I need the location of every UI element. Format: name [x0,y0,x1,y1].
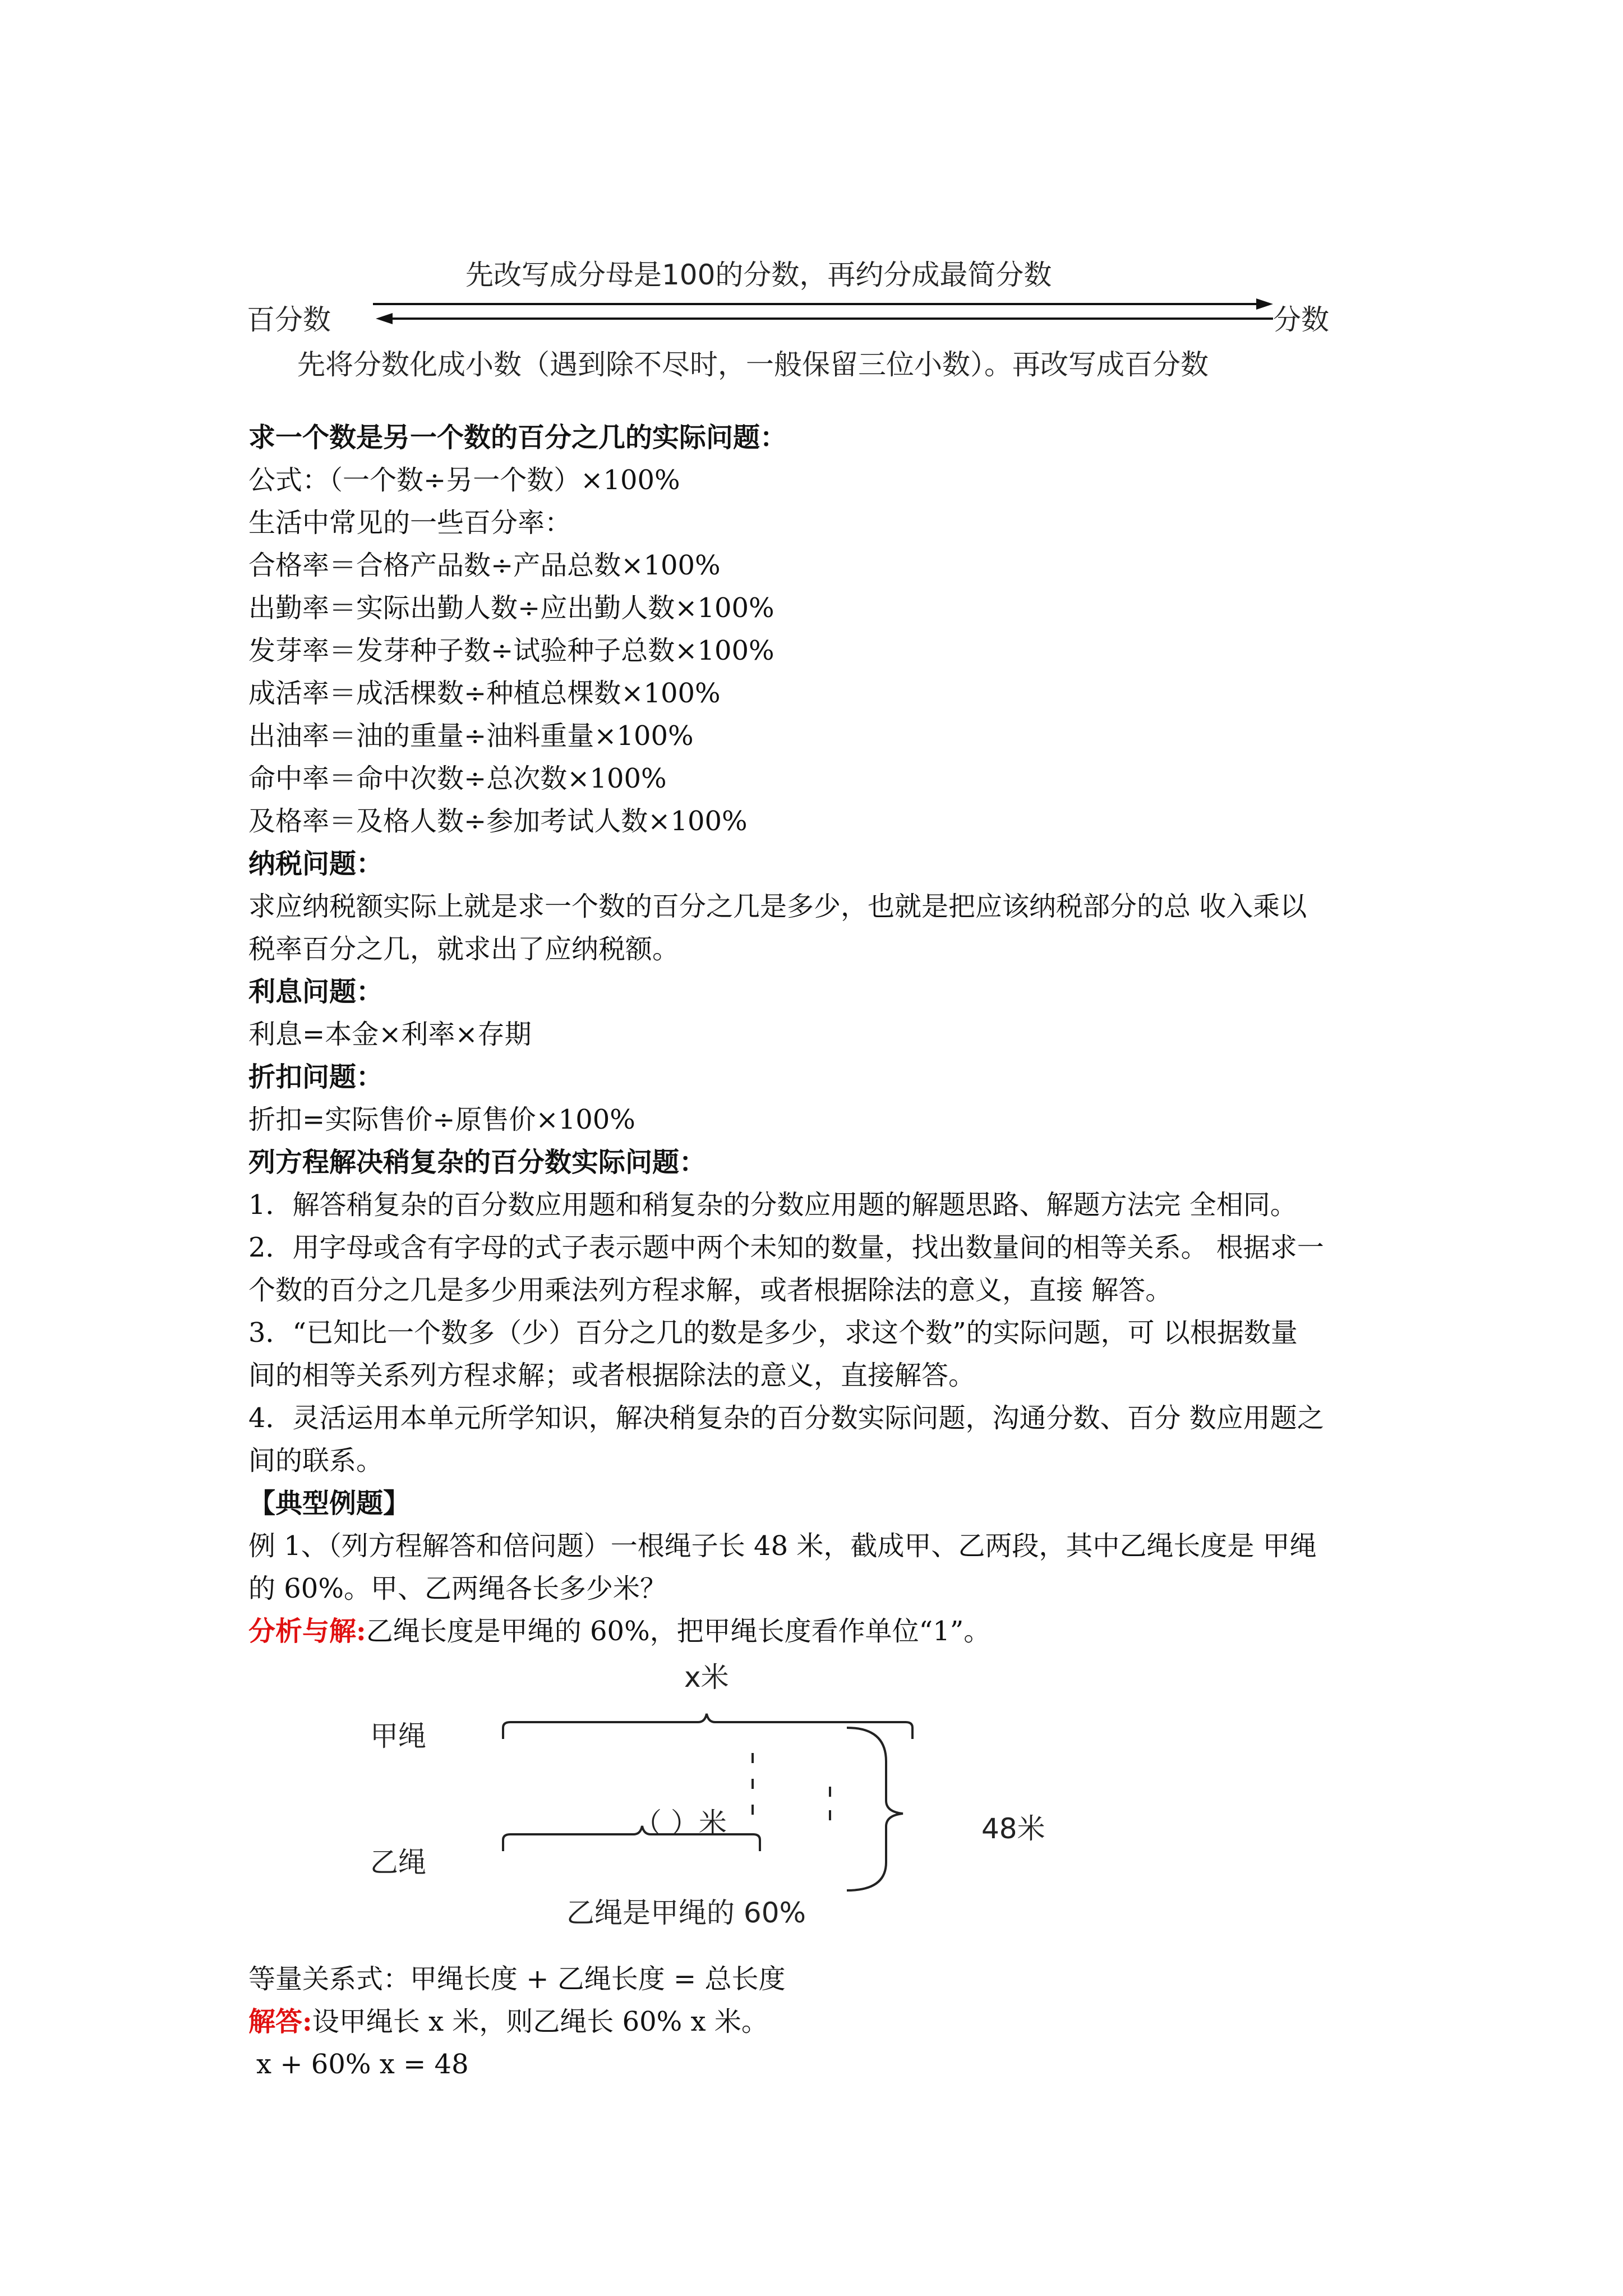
percent-problem-title: 求一个数是另一个数的百分之几的实际问题： [248,422,787,453]
yi-rope-label: 乙绳 [370,1846,426,1879]
rope-diagram [370,1655,1077,1935]
tax-title: 纳税问题： [248,848,384,880]
discount-text: 折扣=实际售价÷原售价×100% [248,1104,635,1135]
point-item: 1．解答稍复杂的百分数应用题和稍复杂的分数应用题的解题思路、解题方法完 全相同。 [248,1189,1297,1221]
analysis-label: 分析与解: [248,1616,366,1647]
point-item: 间的联系。 [248,1445,384,1476]
conversion-bottom-text: 先将分数化成小数（遇到除不尽时，一般保留三位小数）。再改写成百分数 [297,348,1209,381]
conversion-figure [247,252,1357,393]
examples-title: 【典型例题】 [248,1488,411,1519]
relation-line: 等量关系式：甲绳长度 + 乙绳长度 = 总长度 [248,1963,786,1995]
rate-item: 合格率＝合格产品数÷产品总数×100% [248,550,721,581]
example1-text: 例 1、（列方程解答和倍问题）一根绳子长 48 米，截成甲、乙两段，其中乙绳长度是 甲绳 [248,1530,1317,1562]
example1-text: 的 60%。甲、乙两绳各长多少米？ [248,1573,667,1604]
equation-line: x + 60% x = 48 [256,2049,469,2080]
tax-text: 税率百分之几，就求出了应纳税额。 [248,933,680,965]
answer-line [248,2000,1404,2043]
conversion-top-text: 先改写成分母是100的分数，再约分成最简分数 [465,259,1052,291]
discount-title: 折扣问题： [248,1061,384,1093]
point-item: 2．用字母或含有字母的式子表示题中两个未知的数量，找出数量间的相等关系。 根据求一 [248,1232,1324,1263]
point-item: 个数的百分之几是多少用乘法列方程求解，或者根据除法的意义，直接 解答。 [248,1274,1173,1306]
answer-text: 设甲绳长 x 米，则乙绳长 60% x 米。 [312,2006,768,2037]
point-item: 4．灵活运用本单元所学知识，解决稍复杂的百分数实际问题，沟通分数、百分 数应用题之 [248,1402,1324,1434]
analysis-line [248,1610,1404,1653]
conversion-right-label: 分数 [1273,303,1329,336]
tax-text: 求应纳税额实际上就是求一个数的百分之几是多少，也就是把应该纳税部分的总 收入乘以 [248,891,1307,922]
diagram-caption: 乙绳是甲绳的 60% [566,1897,806,1929]
main-content [248,416,1404,1653]
rate-item: 命中率＝命中次数÷总次数×100% [248,763,667,794]
jia-rope-label: 甲绳 [370,1720,426,1752]
answer-label: 解答: [248,2006,312,2037]
blank-meter-label: （ ）米 [634,1807,727,1839]
point-item: 3．“已知比一个数多（少）百分之几的数是多少，求这个数”的实际问题，可 以根据数量 [248,1317,1298,1349]
rate-item: 成活率＝成活棵数÷种植总棵数×100% [248,678,721,709]
formula-line: 公式：（一个数÷另一个数）×100% [248,464,680,496]
rate-item: 及格率＝及格人数÷参加考试人数×100% [248,806,748,837]
total-length-label: 48米 [981,1812,1045,1845]
equation-title: 列方程解决稍复杂的百分数实际问题： [248,1147,707,1178]
x-meter-label: x米 [684,1661,729,1694]
rate-item: 发芽率＝发芽种子数÷试验种子总数×100% [248,635,774,666]
point-item: 间的相等关系列方程求解；或者根据除法的意义，直接解答。 [248,1360,976,1391]
common-rates-intro: 生活中常见的一些百分率： [248,507,572,539]
solution-section [248,1958,1404,2086]
interest-title: 利息问题： [248,976,384,1007]
rate-item: 出油率＝油的重量÷油料重量×100% [248,720,694,752]
interest-text: 利息=本金×利率×存期 [248,1019,532,1050]
conversion-left-label: 百分数 [247,303,331,336]
analysis-text: 乙绳长度是甲绳的 60%，把甲绳长度看作单位“1”。 [366,1616,991,1647]
rope-diagram-lines [370,1655,1077,1935]
rate-item: 出勤率＝实际出勤人数÷应出勤人数×100% [248,592,774,624]
